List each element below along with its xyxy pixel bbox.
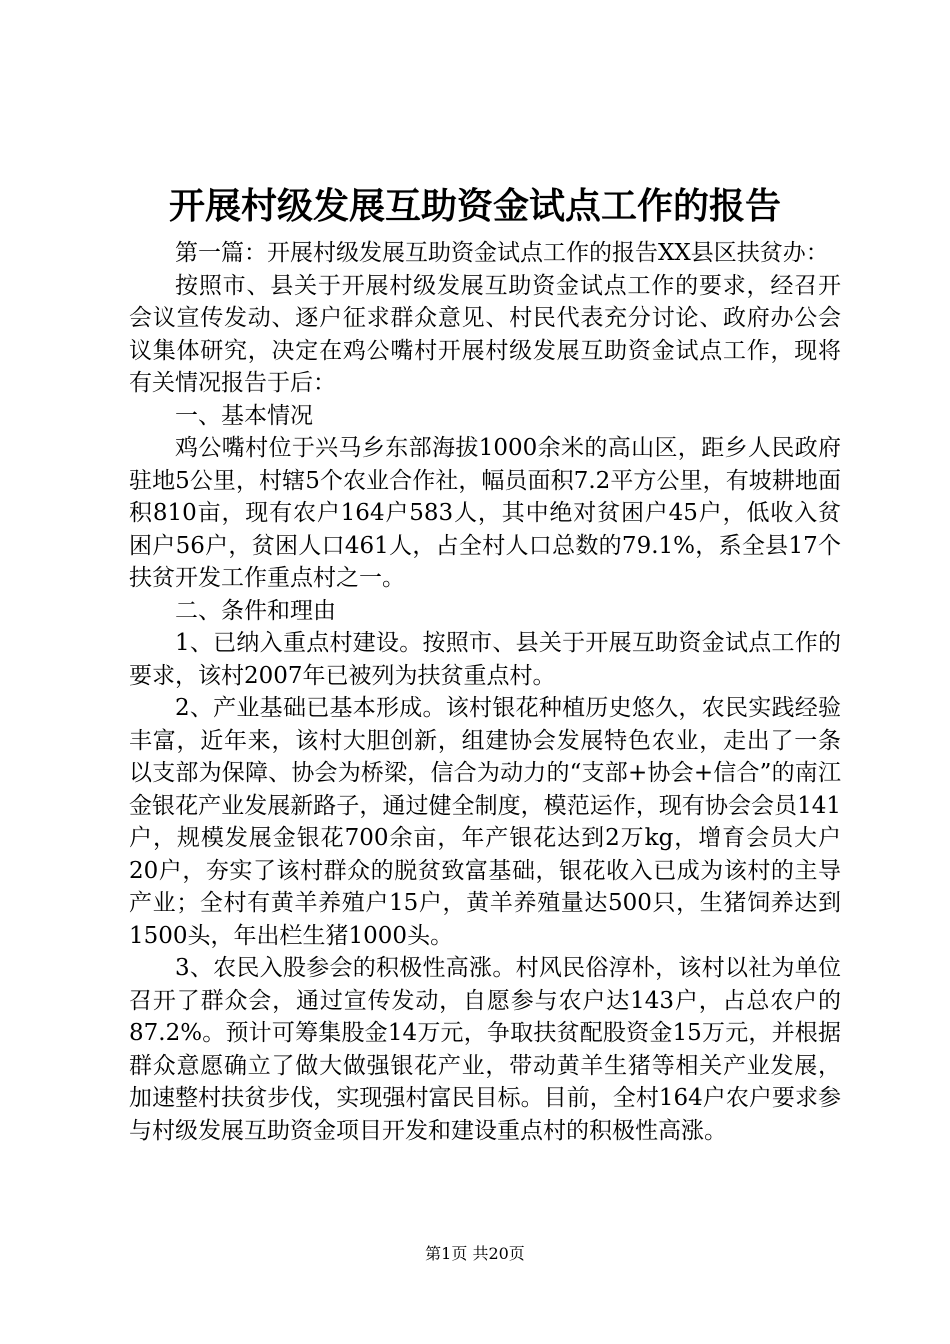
page-footer: 第1页 共20页	[425, 1244, 525, 1263]
document-body	[129, 237, 841, 1147]
paragraph: 按照市、县关于开展村级发展互助资金试点工作的要求，经召开会议宣传发动、逐户征求群众意见、村民代表充分讨论、政府办公会议集体研究，决定在鸡公嘴村开展村级发展互助资金试点工作，现将有关情况报告于后：	[129, 272, 841, 396]
paragraph: 1、已纳入重点村建设。按照市、县关于开展互助资金试点工作的要求，该村2007年已被列为扶贫重点村。	[129, 630, 841, 689]
document-title: 开展村级发展互助资金试点工作的报告	[168, 186, 781, 227]
paragraph: 3、农民入股参会的积极性高涨。村风民俗淳朴，该村以社为单位召开了群众会，通过宣传发动，自愿参与农户达143户，占总农户的87.2%。预计可筹集股金14万元，争取扶贫配股资金15万元，并根据群众意愿确立了做大做强银花产业，带动黄羊生猪等相关产业发展，加速整村扶贫步伐，实现强村富民目标。目前，全村164户农户要求参与村级发展互助资金项目开发和建设重点村的积极性高涨。	[129, 955, 841, 1144]
section-heading: 一、基本情况	[175, 402, 313, 429]
paragraph: 鸡公嘴村位于兴马乡东部海拔1000余米的高山区，距乡人民政府驻地5公里，村辖5个农业合作社，幅员面积7.2平方公里，有坡耕地面积810亩，现有农户164户583人，其中绝对贫困户45户，低收入贫困户56户，贫困人口461人，占全村人口总数的79.1%，系全县17个扶贫开发工作重点村之一。	[129, 435, 841, 591]
paragraph: 第一篇：开展村级发展互助资金试点工作的报告XX县区扶贫办：	[175, 240, 829, 266]
paragraph: 2、产业基础已基本形成。该村银花种植历史悠久，农民实践经验丰富，近年来，该村大胆创新，组建协会发展特色农业，走出了一条以支部为保障、协会为桥梁，信合为动力的“支部+协会+信合”的南江金银花产业发展新路子，通过健全制度，模范运作，现有协会会员141户，规模发展金银花700余亩，年产银花达到2万kg，增育会员大户20户，夯实了该村群众的脱贫致富基础，银花收入已成为该村的主导产业；全村有黄羊养殖户15户，黄羊养殖量达500只，生猪饲养达到1500头，年出栏生猪1000头。	[129, 695, 841, 949]
section-heading: 二、条件和理由	[175, 597, 336, 624]
